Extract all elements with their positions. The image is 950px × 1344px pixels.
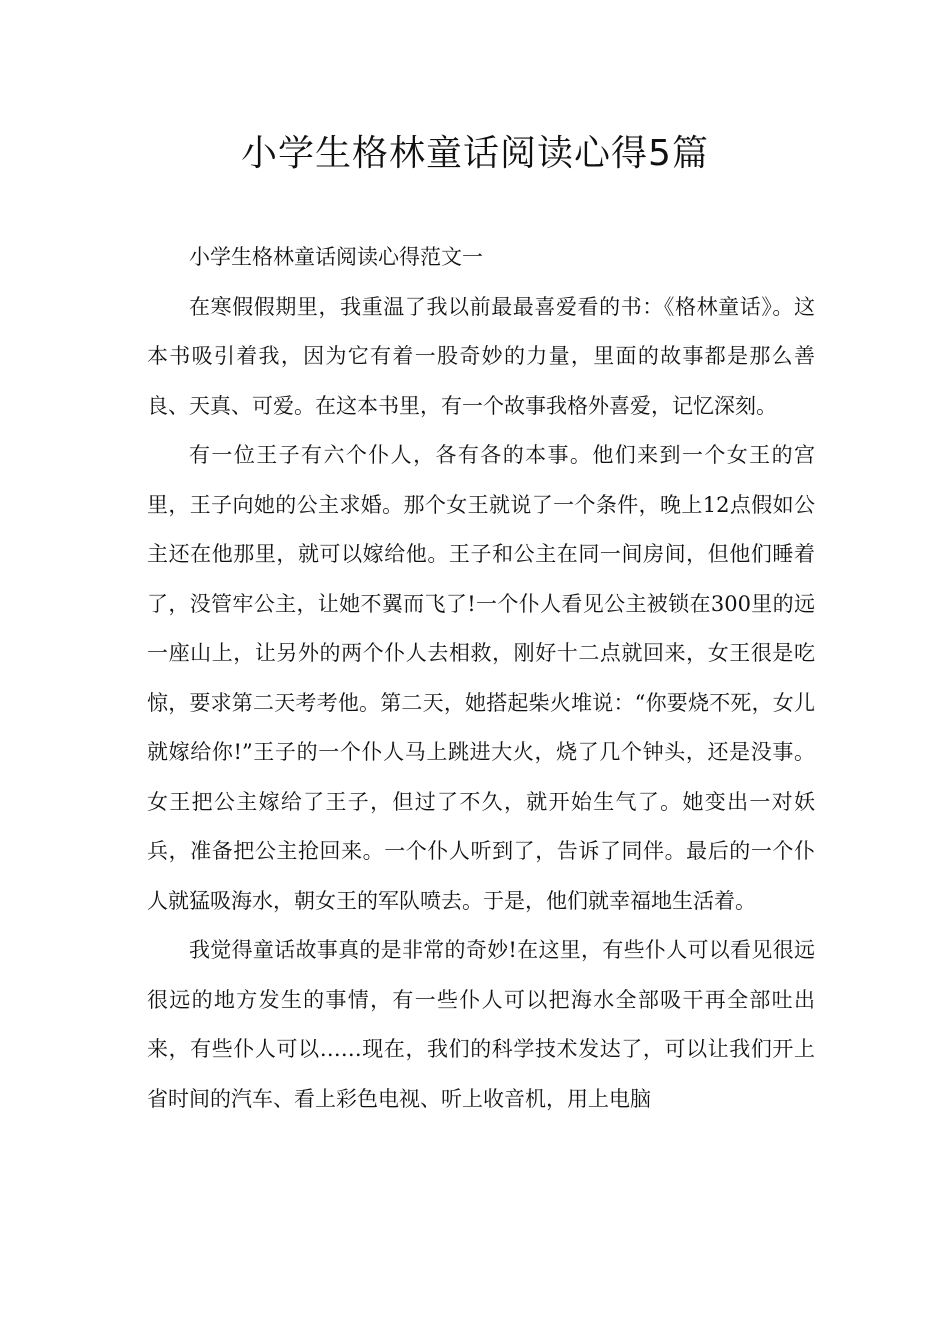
paragraph: 我觉得童话故事真的是非常的奇妙!在这里，有些仆人可以看见很远很远的地方发生的事情，有一些仆人可以把海水全部吸干再全部吐出来，有些仆人可以……现在，我们的科学技术发达了，可以让我们开上省时间的汽车、看上彩色电视、听上收音机，用上电脑 (147, 938, 815, 1111)
document-body (147, 233, 815, 1124)
document-title: 小学生格林童话阅读心得5篇 (241, 133, 709, 174)
subheading: 小学生格林童话阅读心得范文一 (189, 245, 483, 269)
paragraph: 在寒假假期里，我重温了我以前最最喜爱看的书：《格林童话》。这本书吸引着我，因为它有着一股奇妙的力量，里面的故事都是那么善良、天真、可爱。在这本书里，有一个故事我格外喜爱，记忆深刻。 (147, 294, 815, 418)
paragraph: 有一位王子有六个仆人，各有各的本事。他们来到一个女王的宫里，王子向她的公主求婚。那个女王就说了一个条件，晚上12点假如公主还在他那里，就可以嫁给他。王子和公主在同一间房间，但他们睡着了，没管牢公主，让她不翼而飞了!一个仆人看见公主被锁在300里的远一座山上，让另外的两个仆人去相救，刚好十二点就回来，女王很是吃惊，要求第二天考考他。第二天，她搭起柴火堆说：“你要烧不死，女儿就嫁给你!”王子的一个仆人马上跳进大火，烧了几个钟头，还是没事。女王把公主嫁给了王子，但过了不久，就开始生气了。她变出一对妖兵，准备把公主抢回来。一个仆人听到了，告诉了同伴。最后的一个仆人就猛吸海水，朝女王的军队喷去。于是，他们就幸福地生活着。 (147, 443, 815, 913)
